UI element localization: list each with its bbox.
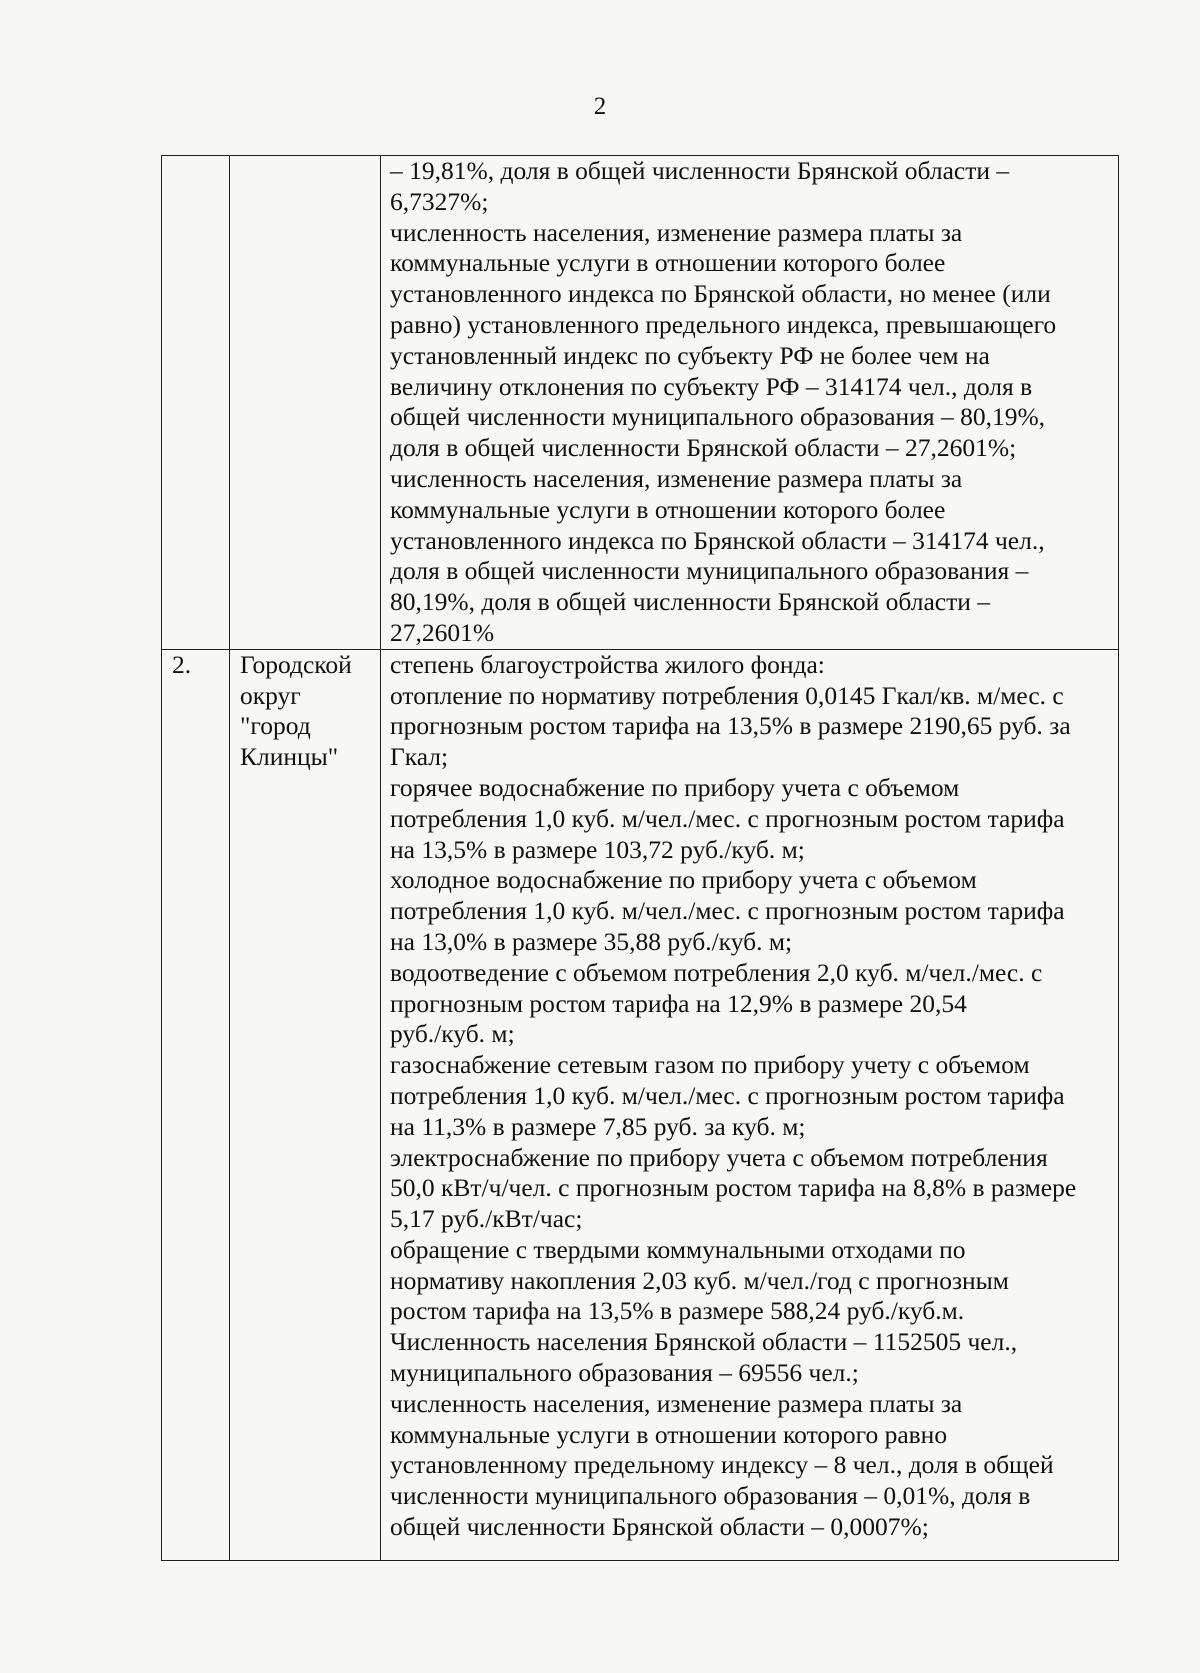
text-line: отопление по нормативу потребления 0,0145 Гкал/кв. м/мес. с [390,680,1064,710]
text-line: 5,17 руб./кВт/час; [390,1204,583,1234]
text-line: нормативу накопления 2,03 куб. м/чел./год с прогнозным [390,1265,1009,1295]
text-line: электроснабжение по прибору учета с объемом потребления [390,1142,1048,1172]
text-line: потребления 1,0 куб. м/чел./мес. с прогнозным ростом тарифа [390,896,1065,926]
text-line: численность населения, изменение размера платы за [390,463,963,493]
text-line: численность населения, изменение размера платы за [390,217,963,247]
text-line: 50,0 кВт/ч/чел. с прогнозным ростом тарифа на 8,8% в размере [390,1173,1077,1203]
text-line: Гкал; [390,742,449,772]
text-line: потребления 1,0 куб. м/чел./мес. с прогнозным ростом тарифа [390,803,1065,833]
text-line: руб./куб. м; [390,1019,515,1049]
description-cell [381,649,1119,1560]
text-line: величину отклонения по субъекту РФ – 314174 чел., доля в [390,371,1033,401]
text-line: прогнозным ростом тарифа на 13,5% в размере 2190,65 руб. за [390,711,1071,741]
text-line: степень благоустройства жилого фонда: [390,649,825,679]
text-line: на 13,0% в размере 35,88 руб./куб. м; [390,926,793,956]
text-line: равно) установленного предельного индекса, превышающего [390,309,1057,339]
text-line: коммунальные услуги в отношении которого более [390,494,946,524]
text-line: 80,19%, доля в общей численности Брянской области – [390,587,991,617]
text-line: численности муниципального образования – 0,01%, доля в [390,1481,1031,1511]
row-number-cell [162,156,230,650]
text-line: 6,7327%; [390,186,489,216]
text-line: общей численности Брянской области – 0,0007%; [390,1512,929,1542]
text-line: ростом тарифа на 13,5% в размере 588,24 руб./куб.м. [390,1296,965,1326]
row-number-cell: 2. [162,649,230,1560]
municipality-name-cell [230,156,381,650]
tariff-table [161,155,1119,1561]
text-line: установленному предельному индексу – 8 чел., доля в общей [390,1450,1054,1480]
text-line: общей численности муниципального образования – 80,19%, [390,402,1046,432]
page-number: 2 [593,93,607,120]
text-line: установленного индекса по Брянской области – 314174 чел., [390,525,1045,555]
text-line: Городской [240,649,352,679]
text-line: доля в общей численности муниципального образования – [390,556,1029,586]
text-line: обращение с твердыми коммунальными отходами по [390,1234,966,1264]
text-line: установленный индекс по субъекту РФ не более чем на [390,340,990,370]
description-cell [381,156,1119,650]
text-line: горячее водоснабжение по прибору учета с объемом [390,772,960,802]
text-line: прогнозным ростом тарифа на 12,9% в размере 20,54 [390,988,967,1018]
text-line: установленного индекса по Брянской области, но менее (или [390,279,1051,309]
text-line: водоотведение с объемом потребления 2,0 куб. м/чел./мес. с [390,957,1043,987]
text-line: – 19,81%, доля в общей численности Брянской области – [390,156,1010,185]
text-line: 27,2601% [390,617,495,647]
text-line: Численность населения Брянской области – 1152505 чел., [390,1327,1018,1357]
text-line: коммунальные услуги в отношении которого равно [390,1419,948,1449]
text-line: доля в общей численности Брянской области – 27,2601%; [390,433,1017,463]
municipality-name-cell [230,649,381,1560]
text-line: потребления 1,0 куб. м/чел./мес. с прогнозным ростом тарифа [390,1080,1065,1110]
text-line: Клинцы" [240,742,339,772]
text-line: газоснабжение сетевым газом по прибору учету с объемом [390,1050,1030,1080]
text-line: холодное водоснабжение по прибору учета с объемом [390,865,977,895]
text-line: на 11,3% в размере 7,85 руб. за куб. м; [390,1111,806,1141]
text-line: "город [240,711,311,741]
text-line: муниципального образования – 69556 чел.; [390,1358,859,1388]
text-line: на 13,5% в размере 103,72 руб./куб. м; [390,834,805,864]
table-row [162,156,1119,650]
text-line: численность населения, изменение размера платы за [390,1388,963,1418]
text-line: округ [240,680,301,710]
text-line: коммунальные услуги в отношении которого более [390,248,946,278]
table-row [162,649,1119,1560]
